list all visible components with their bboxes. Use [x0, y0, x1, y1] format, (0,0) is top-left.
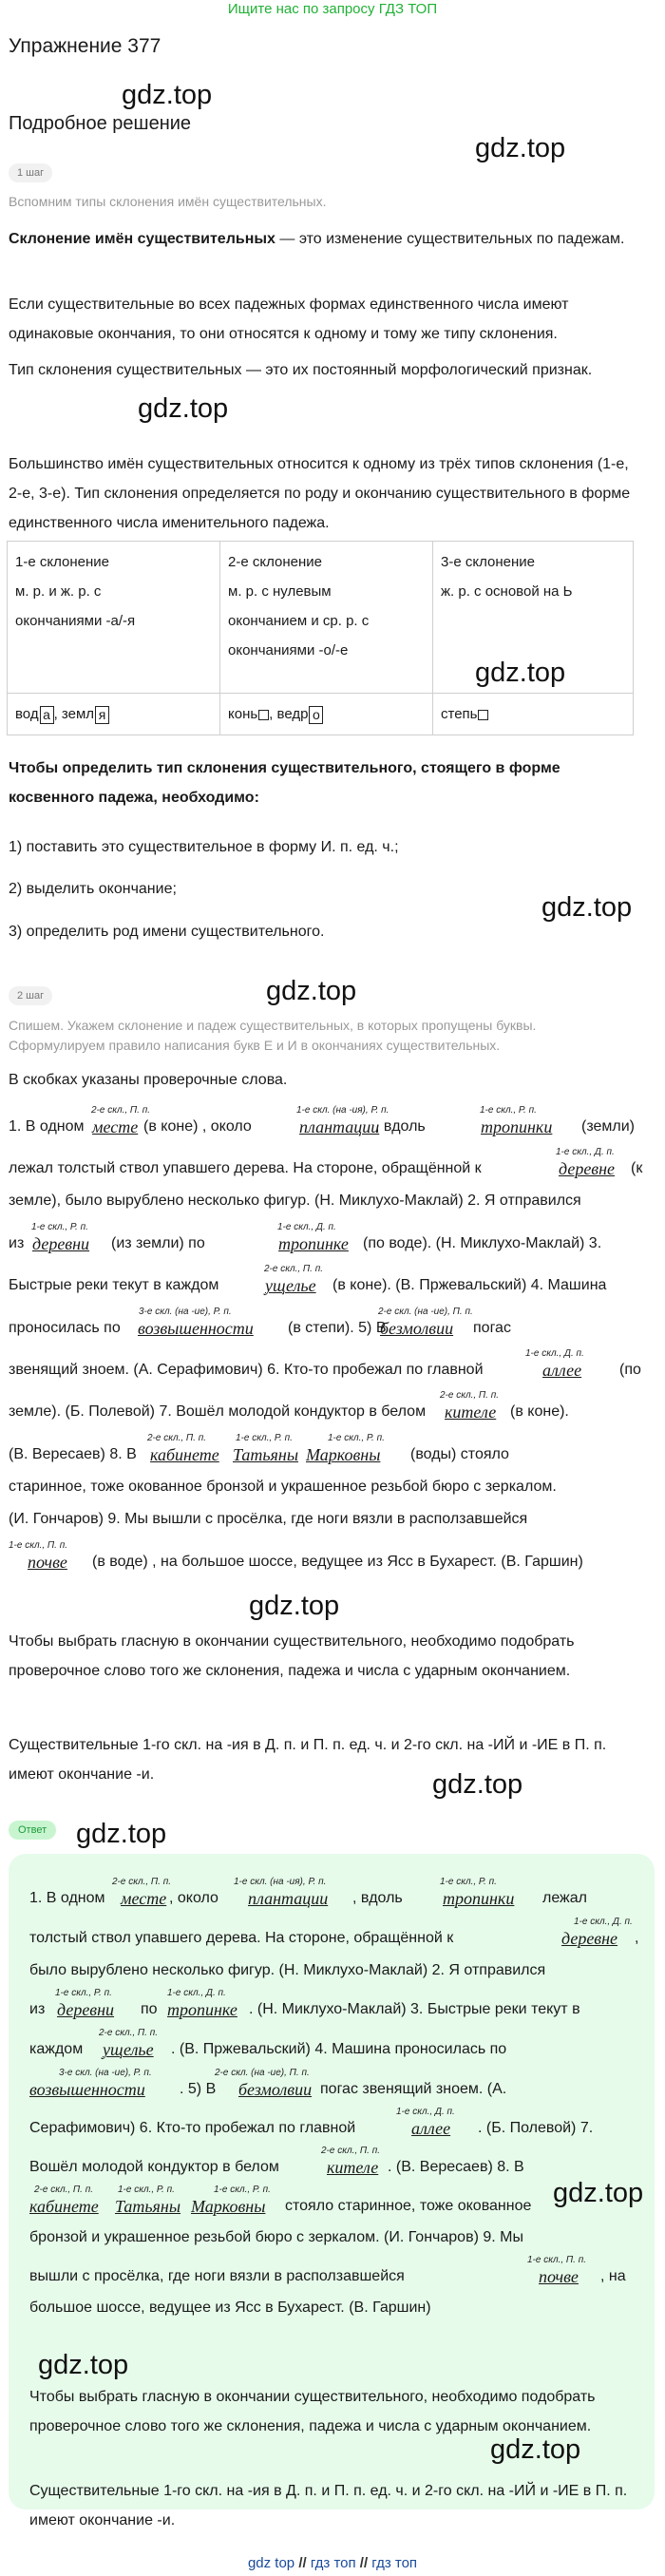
answer-line: погас звенящий зноем. (А. [320, 2081, 507, 2097]
text-line: проносилась по [9, 1320, 121, 1336]
word: тропинки [481, 1117, 553, 1136]
answer-line: стояло старинное, тоже окованное [285, 2198, 532, 2214]
word: тропинке [167, 2000, 238, 2019]
word: почве [28, 1553, 67, 1572]
answer-badge: Ответ [9, 1821, 56, 1840]
table-cell: 2-е склонение м. р. с нулевым окончанием и ср. р. с окончаниями -о/-е [220, 542, 433, 694]
table-cell: вод а , земл я [8, 694, 220, 735]
table-cell: степь [433, 694, 634, 735]
step-badge: 2 шаг [9, 986, 52, 1005]
word: возвышенности [29, 2080, 145, 2099]
rule-item: 3) определить род имени существительного. [9, 924, 325, 940]
watermark: gdz.top [249, 1591, 340, 1621]
word: кителе [445, 1402, 497, 1422]
table-cell: конь , ведр о [220, 694, 433, 735]
paragraph: Существительные 1-го скл. на -ия в Д. п. и П. п. ед. ч. и 2-го скл. на -ИЙ и -ИЕ в П. п. имеют окончание -и. [9, 1737, 607, 1783]
text-line: (воды) стояло [410, 1446, 509, 1462]
word: деревни [57, 2000, 115, 2019]
watermark: gdz.top [266, 976, 357, 1006]
footer: gdz top // гдз топ // гдз топ [247, 2555, 418, 2571]
answer-line: по [141, 2001, 158, 2017]
word: кабинете [150, 1445, 219, 1464]
footer-link[interactable]: гдз топ [310, 2555, 356, 2571]
grammar-mark: 1-е скл., Д. п. [396, 2107, 455, 2117]
answer-line: каждом [29, 2041, 84, 2057]
grammar-mark: 1-е скл., Р. п. [118, 2185, 175, 2195]
word: безмолвии [238, 2080, 313, 2099]
grammar-mark: 1-е скл., П. п. [9, 1540, 68, 1551]
text-line: (земли) [581, 1118, 635, 1135]
grammar-mark: 1-е скл. (на -ия), Р. п. [296, 1105, 390, 1116]
answer-line: из [29, 2001, 46, 2017]
watermark: gdz.top [475, 133, 566, 163]
answer-line: , [635, 1930, 639, 1946]
answer-line: вышли с просёлка, где ноги вязли в расползавшейся [29, 2268, 405, 2284]
footer-link[interactable]: гдз топ [371, 2555, 418, 2571]
answer-line: , на [600, 2268, 626, 2284]
footer-link[interactable]: gdz top [247, 2555, 295, 2571]
declension-table [7, 541, 634, 735]
text-line: земле). (Б. Полевой) 7. Вошёл молодой кондуктор в белом [9, 1403, 427, 1420]
grammar-mark: 1-е скл., Р. п. [214, 2185, 271, 2195]
text-line: (И. Гончаров) 9. Мы вышли с просёлка, где ноги вязли в расползавшейся [9, 1511, 528, 1527]
answer-rule: Чтобы выбрать гласную в окончании существительного, необходимо подобрать проверочное слово того же склонения, падежа и числа с ударным окончанием. [29, 2389, 596, 2434]
grammar-mark: 2-е скл., П. п. [321, 2146, 381, 2156]
answer-line: толстый ствол упавшего дерева. На стороне, обращённой к [29, 1930, 454, 1946]
word: кителе [327, 2158, 379, 2177]
text-line: (к [631, 1160, 643, 1176]
answer-line: бронзой и украшенное резьбой бюро с зеркалом. (И. Гончаров) 9. Мы [29, 2229, 523, 2245]
text-line: погас [473, 1320, 511, 1336]
table-cell: 1-е склонение м. р. и ж. р. с окончаниями -а/-я [8, 542, 220, 694]
table-cell: 3-е склонение ж. р. с основой на Ь [433, 542, 634, 694]
text-line: , вдоль [375, 1118, 426, 1135]
word: возвышенности [138, 1319, 254, 1338]
word: ущелье [265, 1276, 316, 1295]
text-line: земле), было вырублено несколько фигур. (Н. Миклухо-Маклай) 2. Я отправился [9, 1193, 581, 1209]
text-line: (из земли) по [111, 1235, 205, 1251]
grammar-mark: 2-е скл. (на -ие), П. п. [215, 2068, 310, 2078]
word: деревни [32, 1234, 90, 1253]
word: плантации [299, 1117, 380, 1136]
text-line: из [9, 1235, 25, 1251]
word: Татьяны [115, 2197, 181, 2216]
grammar-mark: 1-е скл. (на -ия), Р. п. [234, 1877, 327, 1887]
word: кабинете [29, 2197, 99, 2216]
grammar-mark: 3-е скл. (на -ие), Р. п. [139, 1307, 232, 1317]
step-badge: 1 шаг [9, 163, 52, 182]
text-line: 1. В одном [9, 1118, 85, 1135]
watermark: gdz.top [138, 393, 229, 424]
grammar-mark: 2-е скл., П. п. [34, 2185, 94, 2195]
answer-line: лежал [542, 1890, 587, 1906]
grammar-mark: 2-е скл. (на -ие), П. п. [378, 1307, 473, 1317]
definition: Склонение имён существительных — это изменение существительных по падежам. [9, 231, 625, 247]
grammar-mark: 1-е скл., П. п. [527, 2255, 587, 2265]
text-line: Быстрые реки текут в каждом [9, 1277, 219, 1293]
paragraph: Тип склонения существительных — это их постоянный морфологический признак. [9, 362, 593, 378]
answer-line: . (В. Пржевальский) 4. Машина проносилась по [171, 2041, 507, 2057]
page-title: Упражнение 377 [9, 35, 162, 57]
text-line: (по воде). (Н. Миклухо-Маклай) 3. [363, 1235, 602, 1251]
word: почве [539, 2267, 579, 2286]
word: тропинке [278, 1234, 349, 1253]
text-line: (в коне). (В. Пржевальский) 4. Машина [332, 1277, 607, 1293]
grammar-mark: 1-е скл., Д. п. [167, 1988, 226, 1998]
word: Татьяны [233, 1445, 299, 1464]
text-line: (в коне) , около [143, 1118, 252, 1135]
grammar-mark: 1-е скл., Р. п. [440, 1877, 497, 1887]
word: деревне [561, 1929, 618, 1948]
answer-line: . 5) В [180, 2081, 217, 2097]
grammar-mark: 2-е скл., П. п. [440, 1390, 500, 1401]
word: тропинки [443, 1889, 515, 1908]
paragraph: Чтобы выбрать гласную в окончании существительного, необходимо подобрать проверочное слово того же склонения, падежа и числа с ударным окончанием. [9, 1633, 575, 1679]
word: безмолвии [380, 1319, 454, 1338]
grammar-mark: 2-е скл., П. п. [264, 1264, 324, 1274]
word: деревне [559, 1159, 616, 1178]
grammar-mark: 2-е скл., П. п. [91, 1105, 151, 1116]
watermark: gdz.top [38, 2350, 129, 2380]
rule-item: 1) поставить это существительное в форму И. п. ед. ч.; [9, 839, 399, 855]
word: аллее [411, 2119, 451, 2138]
grammar-mark: 1-е скл., Р. п. [480, 1105, 537, 1116]
watermark: gdz.top [122, 80, 213, 110]
paragraph: Большинство имён существительных относится к одному из трёх типов склонения (1-е, 2-е, 3-е). Тип склонения определяется по роду и окончанию существительного в форме единственного числа именительного падежа. [9, 456, 631, 531]
section-subtitle: Подробное решение [9, 113, 192, 134]
text-line: (по [619, 1362, 641, 1378]
text-line: звенящий зноем. (А. Серафимович) 6. Кто-то пробежал по главной [9, 1362, 484, 1378]
answer-line: Серафимович) 6. Кто-то пробежал по главной [29, 2120, 356, 2136]
word: аллее [542, 1361, 582, 1380]
grammar-mark: 1-е скл., Р. п. [55, 1988, 112, 1998]
grammar-mark: 3-е скл. (на -ие), Р. п. [59, 2068, 152, 2078]
watermark: gdz.top [542, 892, 633, 923]
grammar-mark: 1-е скл., Р. п. [328, 1433, 385, 1443]
grammar-mark: 1-е скл., Д. п. [525, 1348, 584, 1359]
grammar-mark: 2-е скл., П. п. [99, 2028, 159, 2038]
grammar-mark: 2-е скл., П. п. [112, 1877, 172, 1887]
word: плантации [248, 1889, 329, 1908]
grammar-mark: 1-е скл., Д. п. [574, 1917, 633, 1927]
text-line: (в коне). [510, 1403, 569, 1420]
grammar-mark: 1-е скл., Д. п. [556, 1147, 615, 1157]
word: ущелье [103, 2040, 154, 2059]
text-line: (в воде) , на большое шоссе, ведущее из Ясс в Бухарест. (В. Гаршин) [92, 1554, 583, 1570]
answer-line: 1. В одном [29, 1890, 105, 1906]
text-line: (в степи). 5) В [288, 1320, 387, 1336]
answer-line: , вдоль [352, 1890, 403, 1906]
text-line: лежал толстый ствол упавшего дерева. На стороне, обращённой к [9, 1160, 482, 1176]
grammar-mark: 1-е скл., Д. п. [277, 1222, 336, 1232]
step-hint: Вспомним типы склонения имён существительных. [9, 194, 327, 209]
answer-line: . (Б. Полевой) 7. [478, 2120, 594, 2136]
rule-item: 2) выделить окончание; [9, 881, 177, 897]
answer-line: было вырублено несколько фигур. (Н. Миклухо-Маклай) 2. Я отправился [29, 1962, 546, 1978]
answer-line: . (Н. Миклухо-Маклай) 3. Быстрые реки текут в [249, 2001, 580, 2017]
watermark: gdz.top [76, 1819, 167, 1849]
watermark: gdz.top [432, 1769, 523, 1800]
grammar-mark: 2-е скл., П. п. [147, 1433, 207, 1443]
word: месте [92, 1117, 139, 1136]
watermark: gdz.top [475, 658, 566, 688]
paragraph: Если существительные во всех падежных формах единственного числа имеют одинаковые окончания, то они относятся к одному и тому же типу склонения. [9, 296, 569, 342]
top-banner[interactable]: Ищите нас по запросу ГДЗ ТОП [227, 1, 438, 17]
answer-line: , около [169, 1890, 218, 1906]
answer-line: большое шоссе, ведущее из Ясс в Бухарест. (В. Гаршин) [29, 2299, 431, 2316]
word: месте [121, 1889, 167, 1908]
grammar-mark: 1-е скл., Р. п. [31, 1222, 88, 1232]
word: Марковны [306, 1445, 381, 1464]
text-line: старинное, тоже окованное бронзой и украшенное резьбой бюро с зеркалом. [9, 1479, 557, 1495]
answer-line: . (В. Вересаев) 8. В [388, 2159, 524, 2175]
answer-rule: Существительные 1-го скл. на -ия в Д. п. и П. п. ед. ч. и 2-го скл. на -ИЙ и -ИЕ в П. п. имеют окончание -и. [29, 2483, 628, 2528]
watermark: gdz.top [553, 2178, 644, 2208]
grammar-mark: 1-е скл., Р. п. [236, 1433, 293, 1443]
rule-heading: Чтобы определить тип склонения существительного, стоящего в форме косвенного падежа, необходимо: [9, 760, 560, 806]
paragraph: В скобках указаны проверочные слова. [9, 1072, 288, 1088]
word: Марковны [191, 2197, 266, 2216]
text-line: (В. Вересаев) 8. В [9, 1446, 137, 1462]
watermark: gdz.top [490, 2434, 581, 2465]
step-hint: Спишем. Укажем склонение и падеж существительных, в которых пропущены буквы. Сформулируем правило написания букв Е и И в окончаниях существительных. [9, 1018, 537, 1053]
answer-line: Вошёл молодой кондуктор в белом [29, 2159, 279, 2175]
